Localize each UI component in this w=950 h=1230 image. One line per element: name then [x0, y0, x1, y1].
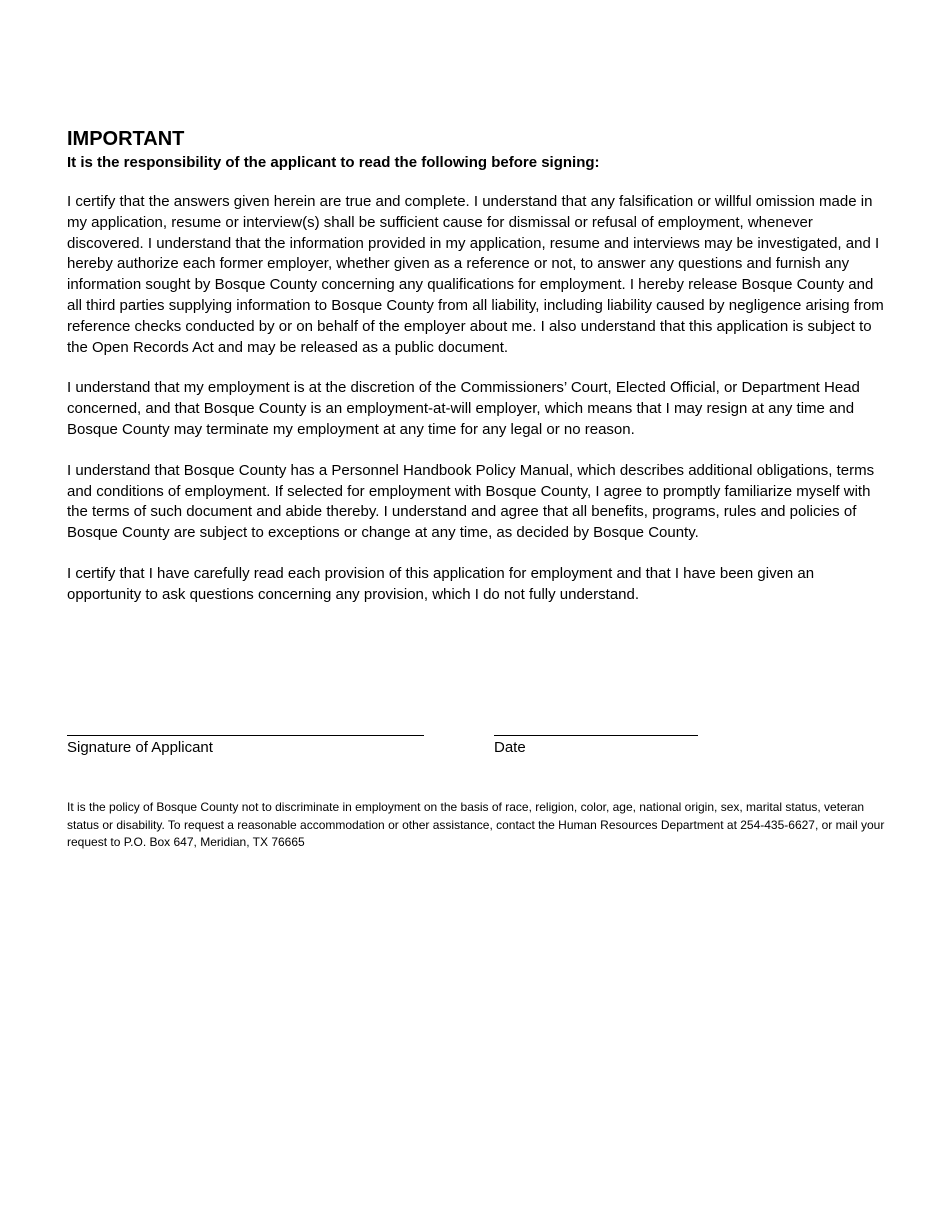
document-body: [67, 126, 887, 626]
applicant-signature-line[interactable]: [67, 716, 424, 736]
date-block: [494, 716, 698, 758]
acknowledgment-paragraph: I certify that I have carefully read each provision of this application for employment and that I have been given an opportunity to ask questions concerning any provision, which I do not fully understand.: [67, 564, 815, 603]
applicant-signature-block: [67, 716, 424, 758]
instruction-subheading: It is the responsibility of the applicant to read the following before signing:: [67, 154, 600, 171]
certification-paragraph: I certify that the answers given herein are true and complete. I understand that any falsification or willful omission made in my application, resume or interview(s) shall be sufficient cause for dismissal or refusal of employment, whenever discovered. I understand that the information provided in my application, resume and interviews may be investigated, and I hereby authorize each former employer, whether given as a reference or not, to answer any questions and furnish any information sought by Bosque County concerning any qualifications for employment. I hereby release Bosque County and all third parties supplying information to Bosque County from all liability, including liability caused by negligence arising from reference checks conducted by or on behalf of the employer about me. I also understand that this application is subject to the Open Records Act and may be released as a public document.: [67, 193, 884, 356]
signature-section: [67, 716, 887, 760]
applicant-signature-label: Signature of Applicant: [67, 739, 213, 756]
employment-at-will-paragraph: I understand that my employment is at the discretion of the Commissioners’ Court, Elected Official, or Department Head concerned, and that Bosque County is an employment-at-will employer, which means that I may resign at any time and Bosque County may terminate my employment at any time for any legal or no reason.: [67, 379, 860, 438]
page-title: IMPORTANT: [67, 128, 185, 150]
date-line[interactable]: [494, 716, 698, 736]
handbook-paragraph: I understand that Bosque County has a Personnel Handbook Policy Manual, which describes additional obligations, terms and conditions of employment. If selected for employment with Bosque County, I agree to promptly familiarize myself with the terms of such document and abide thereby. I understand and agree that all benefits, programs, rules and policies of Bosque County are subject to exceptions or change at any time, as decided by Bosque County.: [67, 461, 875, 542]
date-label: Date: [494, 739, 526, 756]
non-discrimination-notice: It is the policy of Bosque County not to discriminate in employment on the basis of race, religion, color, age, national origin, sex, marital status, veteran status or disability. To request a reasonable accommodation or other assistance, contact the Human Resources Department at 254-435-6627, or mail your request to P.O. Box 647, Meridian, TX 76665: [67, 800, 885, 849]
